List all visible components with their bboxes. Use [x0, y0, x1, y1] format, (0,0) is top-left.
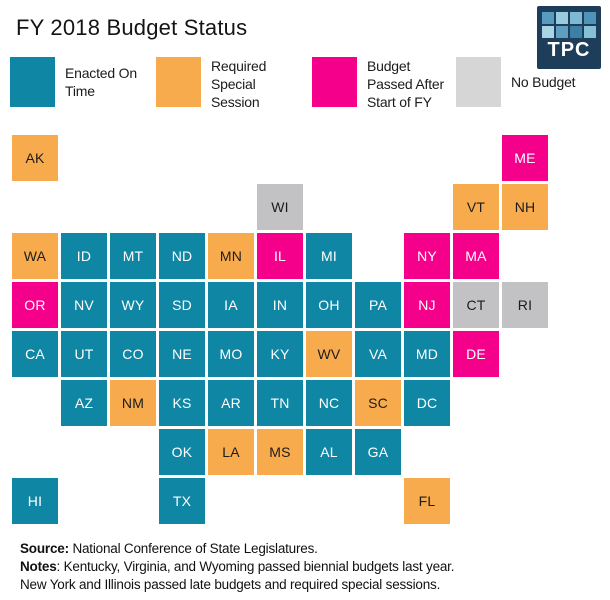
state-tile-ar: AR	[208, 380, 254, 426]
footer-source-text: National Conference of State Legislatures.	[72, 541, 318, 556]
state-tile-mo: MO	[208, 331, 254, 377]
state-tile-tn: TN	[257, 380, 303, 426]
state-tile-me: ME	[502, 135, 548, 181]
state-tile-or: OR	[12, 282, 58, 328]
state-tile-id: ID	[61, 233, 107, 279]
state-tile-ky: KY	[257, 331, 303, 377]
state-tile-ak: AK	[12, 135, 58, 181]
state-tile-ga: GA	[355, 429, 401, 475]
state-tile-nm: NM	[110, 380, 156, 426]
state-tile-hi: HI	[12, 478, 58, 524]
legend-item-special	[156, 57, 307, 112]
legend-swatch-none	[456, 57, 501, 107]
legend-item-enacted	[10, 57, 145, 107]
state-tile-sd: SD	[159, 282, 205, 328]
tpc-logo-text: TPC	[547, 39, 591, 61]
state-tile-wi: WI	[257, 184, 303, 230]
state-tile-nv: NV	[61, 282, 107, 328]
state-tile-wa: WA	[12, 233, 58, 279]
legend-swatch-special	[156, 57, 201, 107]
state-tile-fl: FL	[404, 478, 450, 524]
state-tile-va: VA	[355, 331, 401, 377]
state-tile-nd: ND	[159, 233, 205, 279]
state-tile-mt: MT	[110, 233, 156, 279]
logo-square-icon	[570, 26, 582, 38]
state-tile-ks: KS	[159, 380, 205, 426]
state-tile-tx: TX	[159, 478, 205, 524]
state-tile-in: IN	[257, 282, 303, 328]
state-tile-ne: NE	[159, 331, 205, 377]
logo-square-icon	[542, 26, 554, 38]
state-tile-ms: MS	[257, 429, 303, 475]
logo-square-icon	[542, 12, 554, 24]
legend-item-late	[312, 57, 447, 112]
logo-square-icon	[556, 12, 568, 24]
state-tile-pa: PA	[355, 282, 401, 328]
state-tile-ia: IA	[208, 282, 254, 328]
legend-item-none	[456, 57, 610, 107]
state-tile-md: MD	[404, 331, 450, 377]
footer-source-line	[20, 540, 595, 558]
state-tile-de: DE	[453, 331, 499, 377]
logo-square-icon	[570, 12, 582, 24]
legend-label: Enacted On Time	[65, 64, 137, 99]
state-tile-ny: NY	[404, 233, 450, 279]
state-tile-ma: MA	[453, 233, 499, 279]
state-tile-oh: OH	[306, 282, 352, 328]
state-tile-il: IL	[257, 233, 303, 279]
footer-notes	[20, 540, 595, 594]
legend-swatch-enacted	[10, 57, 55, 107]
legend-label: Required Special Session	[211, 58, 267, 111]
state-tile-mi: MI	[306, 233, 352, 279]
tpc-logo-grid-icon	[542, 12, 596, 38]
state-tile-nc: NC	[306, 380, 352, 426]
legend-label: No Budget	[511, 73, 576, 90]
state-tile-nh: NH	[502, 184, 548, 230]
state-tile-dc: DC	[404, 380, 450, 426]
state-tile-nj: NJ	[404, 282, 450, 328]
state-tile-az: AZ	[61, 380, 107, 426]
legend-swatch-late	[312, 57, 357, 107]
state-tile-ok: OK	[159, 429, 205, 475]
state-tile-wv: WV	[306, 331, 352, 377]
footer-source-label: Source:	[20, 541, 69, 556]
legend-label: Budget Passed After Start of FY	[367, 58, 444, 111]
state-tile-al: AL	[306, 429, 352, 475]
state-tile-wy: WY	[110, 282, 156, 328]
logo-square-icon	[584, 26, 596, 38]
footer-notes-text-1: : Kentucky, Virginia, and Wyoming passed biennial budgets last year.	[56, 559, 455, 574]
state-tile-co: CO	[110, 331, 156, 377]
footer-notes-line-1	[20, 558, 595, 576]
state-tile-mn: MN	[208, 233, 254, 279]
footer-notes-text-2: New York and Illinois passed late budgets and required special sessions.	[20, 577, 441, 592]
logo-square-icon	[556, 26, 568, 38]
state-tile-sc: SC	[355, 380, 401, 426]
state-tile-ri: RI	[502, 282, 548, 328]
footer-notes-line-2	[20, 576, 595, 594]
state-tile-vt: VT	[453, 184, 499, 230]
logo-square-icon	[584, 12, 596, 24]
state-tile-ut: UT	[61, 331, 107, 377]
state-tile-la: LA	[208, 429, 254, 475]
state-tile-ca: CA	[12, 331, 58, 377]
page-title: FY 2018 Budget Status	[16, 15, 248, 40]
footer-notes-label: Notes	[20, 559, 57, 574]
state-tile-ct: CT	[453, 282, 499, 328]
